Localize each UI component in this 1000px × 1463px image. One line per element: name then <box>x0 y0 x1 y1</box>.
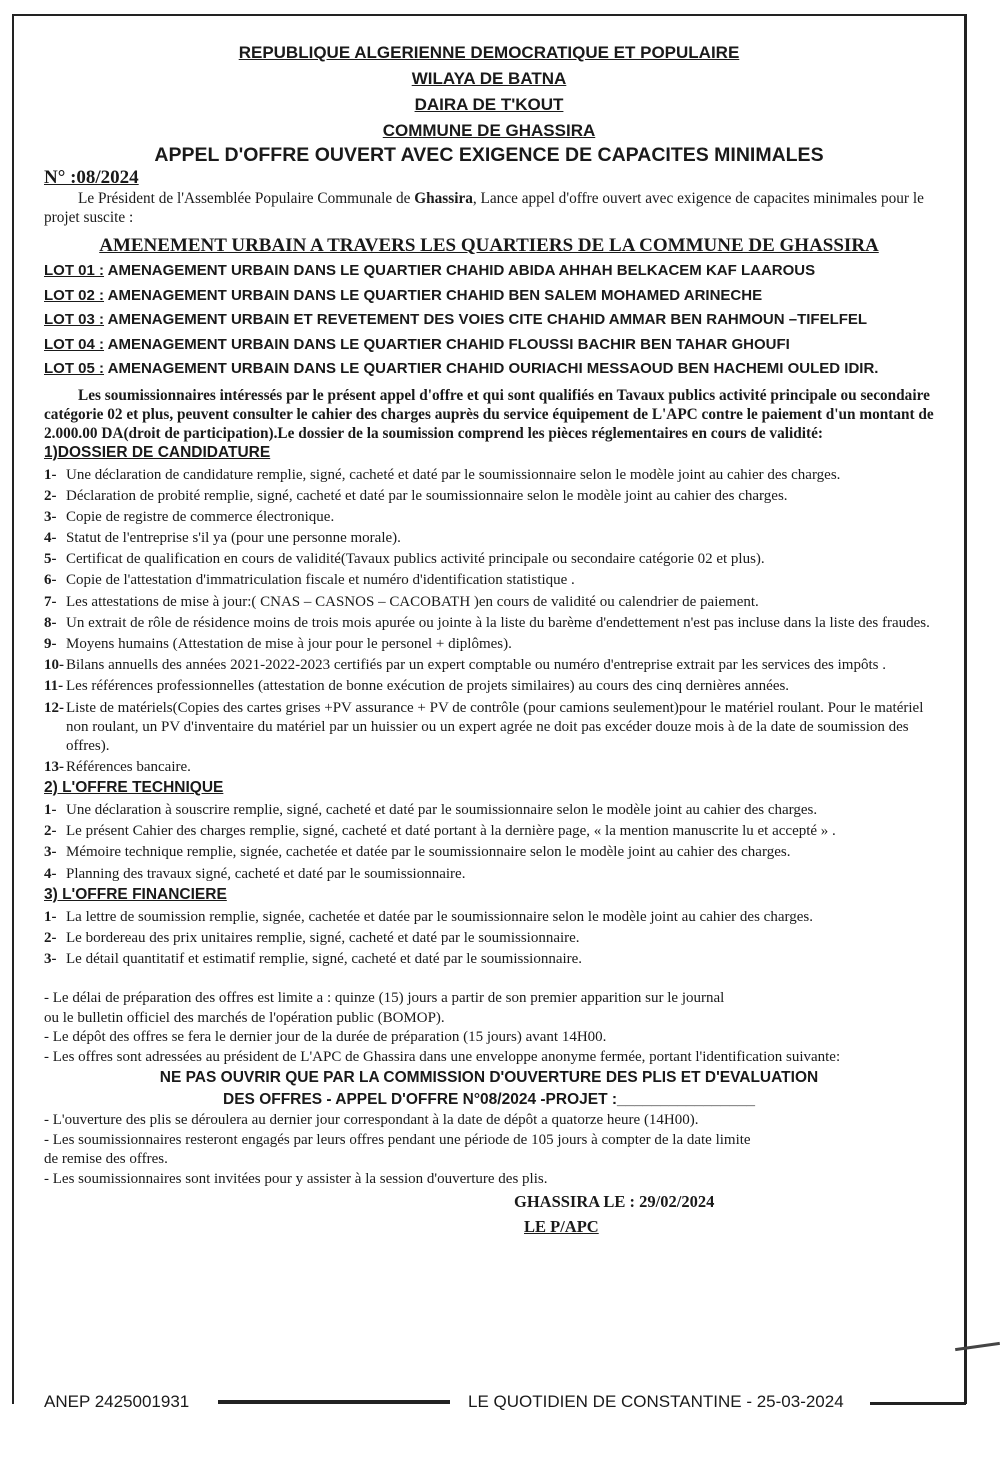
item-number: 12- <box>44 699 64 716</box>
list-item <box>44 699 934 756</box>
list-item <box>44 929 934 948</box>
item-number: 11- <box>44 678 64 695</box>
item-text: Planning des travaux signé, cacheté et daté par le soumissionnaire. <box>66 865 466 882</box>
item-text: Statut de l'entreprise s'il ya (pour une personne morale). <box>66 530 401 547</box>
lot-text: AMENAGEMENT URBAIN DANS LE QUARTIER CHAHID BEN SALEM MOHAMED ARINECHE <box>104 286 763 304</box>
item-text: Références bancaire. <box>66 758 191 775</box>
section-technique-list <box>44 801 934 884</box>
item-number: 6- <box>44 572 57 589</box>
item-number: 13- <box>44 758 64 775</box>
list-item <box>44 677 934 696</box>
item-number: 2- <box>44 487 57 504</box>
list-item <box>44 758 934 777</box>
item-text: Copie de l'attestation d'immatriculation fiscale et numéro d'identification statistique . <box>66 572 575 589</box>
lots-list <box>44 259 934 382</box>
frame-right-rule <box>964 14 967 1404</box>
footer-anep: ANEP 2425001931 <box>44 1392 190 1411</box>
item-number: 8- <box>44 614 57 631</box>
item-text: Déclaration de probité remplie, signé, cacheté et daté par le soumissionnaire selon le modèle joint au cahier des charges. <box>66 487 788 504</box>
item-text: Moyens humains (Attestation de mise à jour pour le personel + diplômes). <box>66 636 512 652</box>
footer-rule-left <box>218 1400 450 1404</box>
note-deadline-cont: ou le bulletin officiel des marchés de l'opération public (BOMOP). <box>44 1009 445 1026</box>
lot-item <box>44 284 934 309</box>
item-text: Bilans annuells des années 2021-2022-2023 certifiés par un expert comptable ou numéro d'entreprise extrait par les services des impôts . <box>66 657 886 674</box>
item-text: Le bordereau des prix unitaires remplie, signé, cacheté et daté par le soumissionnaire. <box>66 929 580 946</box>
item-text: Liste de matériels(Copies des cartes grises +PV assurance + PV de contrôle (pour camions seulement)pour le matériel roulant. Pour le matériel non roulant, un PV d'inventaire du matériel par un huissier ou un expert agrée ne doit pas excéder douze mois à de la date de soumission des offres). <box>66 699 924 754</box>
note-validity-cont: de remise des offres. <box>44 1151 168 1168</box>
item-text: Mémoire technique remplie, signée, cachetée et datée par le soumissionnaire selon le modèle joint au cahier des charges. <box>66 844 791 861</box>
section-candidature-list <box>44 466 934 777</box>
note-validity: - Les soumissionnaires resteront engagés par leurs offres pendant une période de 105 jours à compter de la date limite <box>44 1131 751 1148</box>
list-item <box>44 865 934 884</box>
item-text: Les références professionnelles (attestation de bonne exécution de projets similaires) au cours des cinq dernières années. <box>66 678 790 695</box>
list-item <box>44 508 934 527</box>
signature-place-date: GHASSIRA LE : 29/02/2024 <box>514 1192 715 1212</box>
item-text: Un extrait de rôle de résidence moins de trois mois apurée ou jointe à la liste du barème d'endettement n'est pas incluse dans la liste des fraudes. <box>66 614 930 631</box>
list-item <box>44 950 934 969</box>
header-republic: REPUBLIQUE ALGERIENNE DEMOCRATIQUE ET POPULAIRE <box>238 43 740 62</box>
note-deposit: - Le dépôt des offres se fera le dernier jour de la durée de préparation (15 jours) avant 14H00. <box>44 1029 607 1046</box>
item-text: Une déclaration de candidature remplie, signé, cacheté et daté par le soumissionnaire selon le modèle joint au cahier des charges. <box>66 466 841 483</box>
lot-item <box>44 333 934 358</box>
list-item <box>44 466 934 485</box>
lot-item <box>44 357 934 382</box>
item-number: 2- <box>44 929 57 946</box>
section-candidature-title: 1)DOSSIER DE CANDIDATURE <box>44 443 271 461</box>
item-number: 1- <box>44 801 57 818</box>
list-item <box>44 571 934 590</box>
item-number: 3- <box>44 508 57 525</box>
lot-label: LOT 02 : <box>44 286 105 304</box>
list-item <box>44 908 934 927</box>
margin-mark <box>955 1342 1000 1351</box>
item-text: Les attestations de mise à jour:( CNAS – CASNOS – CACOBATH )en cours de validité ou calendrier de paiement. <box>66 593 759 610</box>
item-text: Le détail quantitatif et estimatif remplie, signé, cacheté et daté par le soumissionnaire. <box>66 951 583 968</box>
frame-top-rule <box>12 14 967 16</box>
lot-text: AMENAGEMENT URBAIN DANS LE QUARTIER CHAHID FLOUSSI BACHIR BEN TAHAR GHOUFI <box>104 335 790 353</box>
item-number: 10- <box>44 657 64 674</box>
eligibility-paragraph: Les soumissionnaires intéressés par le présent appel d'offre et qui sont qualifiés en Tavaux publics activité principale ou secondaire catégorie 02 et plus, peuvent consulter le cahier des charges auprès du service équipement de L'APC contre le paiement d'un montant de 2.000.00 DA(droit de participation).Le dossier de la soumission comprend les pièces réglementaires en cours de validité: <box>44 386 934 442</box>
list-item <box>44 550 934 569</box>
header-commune: COMMUNE DE GHASSIRA <box>382 121 596 140</box>
lot-text: AMENAGEMENT URBAIN DANS LE QUARTIER CHAHID OURIACHI MESSAOUD BEN HACHEMI OULED IDIR. <box>104 360 879 377</box>
list-item <box>44 635 934 654</box>
item-number: 9- <box>44 636 57 652</box>
lot-label: LOT 04 : <box>44 335 105 353</box>
item-number: 1- <box>44 466 57 483</box>
footer-publication: LE QUOTIDIEN DE CONSTANTINE - 25-03-2024 <box>468 1392 844 1411</box>
list-item <box>44 843 934 862</box>
item-number: 5- <box>44 551 57 568</box>
item-number: 3- <box>44 844 57 861</box>
item-text: Copie de registre de commerce électronique. <box>66 508 335 525</box>
frame-left-rule <box>12 14 14 1404</box>
notice-reference: N° :08/2024 <box>44 167 139 188</box>
notes-block <box>44 989 934 1189</box>
lot-text: AMENAGEMENT URBAIN ET REVETEMENT DES VOIES CITE CHAHID AMMAR BEN RAHMOUN –TIFELFEL <box>104 311 868 328</box>
lot-text: AMENAGEMENT URBAIN DANS LE QUARTIER CHAHID ABIDA AHHAH BELKACEM KAF LAAROUS <box>104 262 816 279</box>
item-number: 4- <box>44 865 57 882</box>
list-item <box>44 801 934 820</box>
header-wilaya: WILAYA DE BATNA <box>411 69 567 88</box>
section-financiere-title: 3) L'OFFRE FINANCIERE <box>44 885 227 903</box>
lot-label: LOT 05 : <box>44 360 105 377</box>
list-item <box>44 487 934 506</box>
section-technique-title: 2) L'OFFRE TECHNIQUE <box>44 778 224 796</box>
item-text: Une déclaration à souscrire remplie, signé, cacheté et daté par le soumissionnaire selon le modèle joint au cahier des charges. <box>66 801 818 818</box>
intro-paragraph: Le Président de l'Assemblée Populaire Communale de Ghassira, Lance appel d'offre ouvert avec exigence de capacites minimales pour le projet suscite : <box>44 190 924 226</box>
item-number: 1- <box>44 908 57 925</box>
note-invitation: - Les soumissionnaires sont invitées pour y assister à la session d'ouverture des plis. <box>44 1170 548 1187</box>
list-item <box>44 593 934 612</box>
item-number: 7- <box>44 593 57 610</box>
note-address: - Les offres sont adressées au président de L'APC de Ghassira dans une enveloppe anonyme fermée, portant l'identification suivante: <box>44 1048 841 1065</box>
note-deadline: - Le délai de préparation des offres est limite a : quinze (15) jours a partir de son premier apparition sur le journal <box>44 990 725 1007</box>
project-title: AMENEMENT URBAIN A TRAVERS LES QUARTIERS DE LA COMMUNE DE GHASSIRA <box>99 235 879 256</box>
note-opening: - L'ouverture des plis se déroulera au dernier jour correspondant à la date de dépôt a quatorze heure (14H00). <box>44 1112 699 1129</box>
item-text: Le présent Cahier des charges remplie, signé, cacheté et daté portant à la dernière page, « la mention manuscrite lu et accepté » . <box>66 823 836 840</box>
item-number: 4- <box>44 530 57 547</box>
list-item <box>44 822 934 841</box>
signature-signer: LE P/APC <box>524 1217 599 1237</box>
footer-rule-right <box>870 1402 966 1405</box>
lot-item <box>44 308 934 333</box>
list-item <box>44 614 934 633</box>
item-text: Certificat de qualification en cours de validité(Tavaux publics activité principale ou secondaire catégorie 02 et plus). <box>66 551 765 568</box>
list-item <box>44 529 934 548</box>
header-daira: DAIRA DE T'KOUT <box>414 95 564 114</box>
list-item <box>44 656 934 675</box>
item-number: 2- <box>44 823 57 840</box>
lot-label: LOT 01 : <box>44 262 105 279</box>
notice-body <box>44 40 934 1239</box>
section-financiere-list <box>44 908 934 969</box>
item-number: 3- <box>44 951 57 968</box>
envelope-line-2: DES OFFRES - APPEL D'OFFRE N°08/2024 -PROJET :________________ <box>223 1091 755 1109</box>
lot-label: LOT 03 : <box>44 311 105 328</box>
notice-title: APPEL D'OFFRE OUVERT AVEC EXIGENCE DE CAPACITES MINIMALES <box>154 144 824 166</box>
envelope-line-1: NE PAS OUVRIR QUE PAR LA COMMISSION D'OUVERTURE DES PLIS ET D'EVALUATION <box>159 1069 819 1087</box>
item-text: La lettre de soumission remplie, signée, cachetée et datée par le soumissionnaire selon le modèle joint au cahier des charges. <box>66 908 813 925</box>
lot-item <box>44 259 934 284</box>
